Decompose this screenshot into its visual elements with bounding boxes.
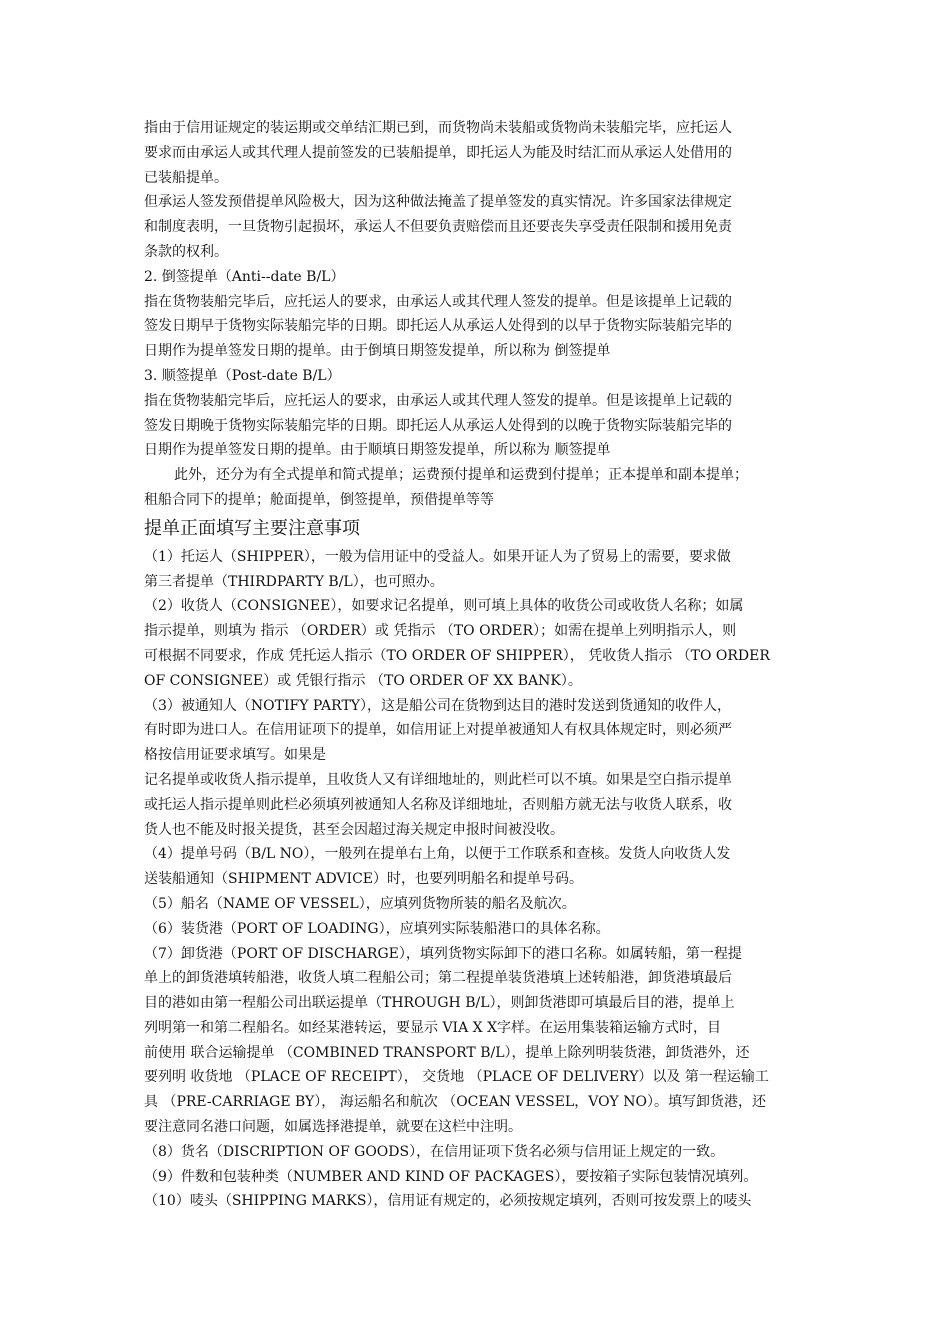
text-line: 具 （PRE-CARRIAGE BY）， 海运船名和航次 （OCEAN VESSEL，VOY NO）。填写卸货港，还 — [144, 1094, 766, 1111]
text-line: 单上的卸货港填转船港，收货人填二程船公司；第二程提单装货港填上述转船港，卸货港填最后 — [144, 970, 732, 987]
text-line: 签发日期晚于货物实际装船完毕的日期。即托运人从承运人处得到的以晚于货物实际装船完毕的 — [144, 417, 732, 434]
text-line: （6）装货港（PORT OF LOADING），应填列实际装船港口的具体名称。 — [144, 920, 610, 937]
text-line: 和制度表明，一旦货物引起损坏，承运人不但要负责赔偿而且还要丧失享受责任限制和援用免责 — [144, 219, 732, 236]
text-line: 指由于信用证规定的装运期或交单结汇期已到，而货物尚未装船或货物尚未装船完毕，应托运人 — [144, 120, 732, 136]
text-line: 送装船通知（SHIPMENT ADVICE）时，也要列明船名和提单号码。 — [144, 871, 584, 888]
paragraph-other-types — [144, 463, 808, 513]
text-line: （2）收货人（CONSIGNEE），如要求记名提单，则可填上具体的收货公司或收货人名称；如属 — [144, 598, 744, 615]
item-3-title: 3. 顺签提单（Post-date B/L） — [144, 367, 341, 384]
text-line: 但承运人签发预借提单风险极大，因为这种做法掩盖了提单签发的真实情况。许多国家法律规定 — [144, 194, 732, 211]
text-line: 指示提单，则填为 指示 （ORDER）或 凭指示 （TO ORDER）；如需在提单上列明指示人，则 — [144, 623, 737, 640]
text-line: （3）被通知人（NOTIFY PARTY），这是船公司在货物到达目的港时发送到货通知的收件人， — [144, 697, 732, 714]
text-line: 目的港如由第一程船公司出联运提单（THROUGH B/L），则卸货港即可填最后目的港，提单上 — [144, 995, 735, 1012]
text-line: （10）唛头（SHIPPING MARKS），信用证有规定的，必须按规定填列，否则可按发票上的唛头 — [144, 1193, 752, 1210]
text-line: 要注意同名港口问题，如属选择港提单，就要在这栏中注明。 — [144, 1119, 522, 1136]
text-line: （8）货名（DISCRIPTION OF GOODS），在信用证项下货名必须与信用证上规定的一致。 — [144, 1143, 725, 1160]
text-line: 此外，还分为有全式提单和简式提单；运费预付提单和运费到付提单；正本提单和副本提单； — [174, 467, 748, 484]
section-heading: 提单正面填写主要注意事项 — [144, 517, 360, 539]
text-line: 有时即为进口人。在信用证项下的提单，如信用证上对提单被通知人有权具体规定时，则必须严 — [144, 722, 732, 739]
text-line: 第三者提单（THIRDPARTY B/L），也可照办。 — [144, 573, 444, 590]
text-line: OF CONSIGNEE）或 凭银行指示 （TO ORDER OF XX BANK）。 — [144, 672, 582, 689]
text-line: 可根据不同要求，作成 凭托运人指示（TO ORDER OF SHIPPER）， 凭收货人指示 （TO ORDER — [144, 647, 770, 664]
text-line: 要列明 收货地 （PLACE OF RECEIPT）， 交货地 （PLACE OF DELIVERY）以及 第一程运输工 — [144, 1069, 769, 1086]
text-line: 租船合同下的提单；舱面提单，倒签提单，预借提单等等 — [144, 491, 494, 508]
text-line: （9）件数和包装种类（NUMBER AND KIND OF PACKAGES），要按箱子实际包装情况填列。 — [144, 1168, 758, 1185]
text-line: 货人也不能及时报关提货，甚至会因超过海关规定申报时间被没收。 — [144, 821, 564, 838]
text-line: 签发日期早于货物实际装船完毕的日期。即托运人从承运人处得到的以早于货物实际装船完毕的 — [144, 318, 732, 335]
text-line: （5）船名（NAME OF VESSEL），应填列货物所装的船名及航次。 — [144, 895, 576, 912]
item-3-text — [144, 389, 808, 463]
text-line: 要求而由承运人或其代理人提前签发的已装船提单，即托运人为能及时结汇而从承运人处借用的 — [144, 144, 732, 161]
document-page — [144, 116, 808, 1214]
paragraph-risk — [144, 190, 808, 264]
text-line: 列明第一和第二程船名。如经某港转运，要显示 VIA X X字样。在运用集装箱运输方式时，目 — [144, 1019, 722, 1036]
text-line: （4）提单号码（B/L NO），一般列在提单右上角，以便于工作联系和查核。发货人向收货人发 — [144, 846, 731, 863]
text-line: 或托运人指示提单则此栏必须填列被通知人名称及详细地址，否则船方就无法与收货人联系，收 — [144, 796, 732, 813]
text-line: （1）托运人（SHIPPER），一般为信用证中的受益人。如果开证人为了贸易上的需要，要求做 — [144, 548, 731, 565]
text-line: 记名提单或收货人指示提单，且收货人又有详细地址的，则此栏可以不填。如果是空白指示提单 — [144, 771, 732, 788]
text-line: 指在货物装船完毕后，应托运人的要求，由承运人或其代理人签发的提单。但是该提单上记载的 — [144, 392, 732, 409]
text-line: 日期作为提单签发日期的提单。由于倒填日期签发提单，所以称为 倒签提单 — [144, 343, 611, 360]
text-line: 前使用 联合运输提单 （COMBINED TRANSPORT B/L），提单上除列明装货港，卸货港外，还 — [144, 1044, 750, 1061]
text-line: 格按信用证要求填写。如果是 — [144, 747, 326, 764]
text-line: （7）卸货港（PORT OF DISCHARGE），填列货物实际卸下的港口名称。如属转船，第一程提 — [144, 945, 742, 962]
text-line: 日期作为提单签发日期的提单。由于顺填日期签发提单，所以称为 顺签提单 — [144, 442, 611, 459]
item-2-text — [144, 290, 808, 364]
item-2-title: 2. 倒签提单（Anti--date B/L） — [144, 268, 345, 285]
text-line: 条款的权利。 — [144, 243, 228, 260]
text-line: 已装船提单。 — [144, 169, 228, 186]
text-line: 指在货物装船完毕后，应托运人的要求，由承运人或其代理人签发的提单。但是该提单上记载的 — [144, 293, 732, 310]
paragraph-pre-dated-bl — [144, 116, 808, 190]
notes-list — [144, 545, 808, 1215]
